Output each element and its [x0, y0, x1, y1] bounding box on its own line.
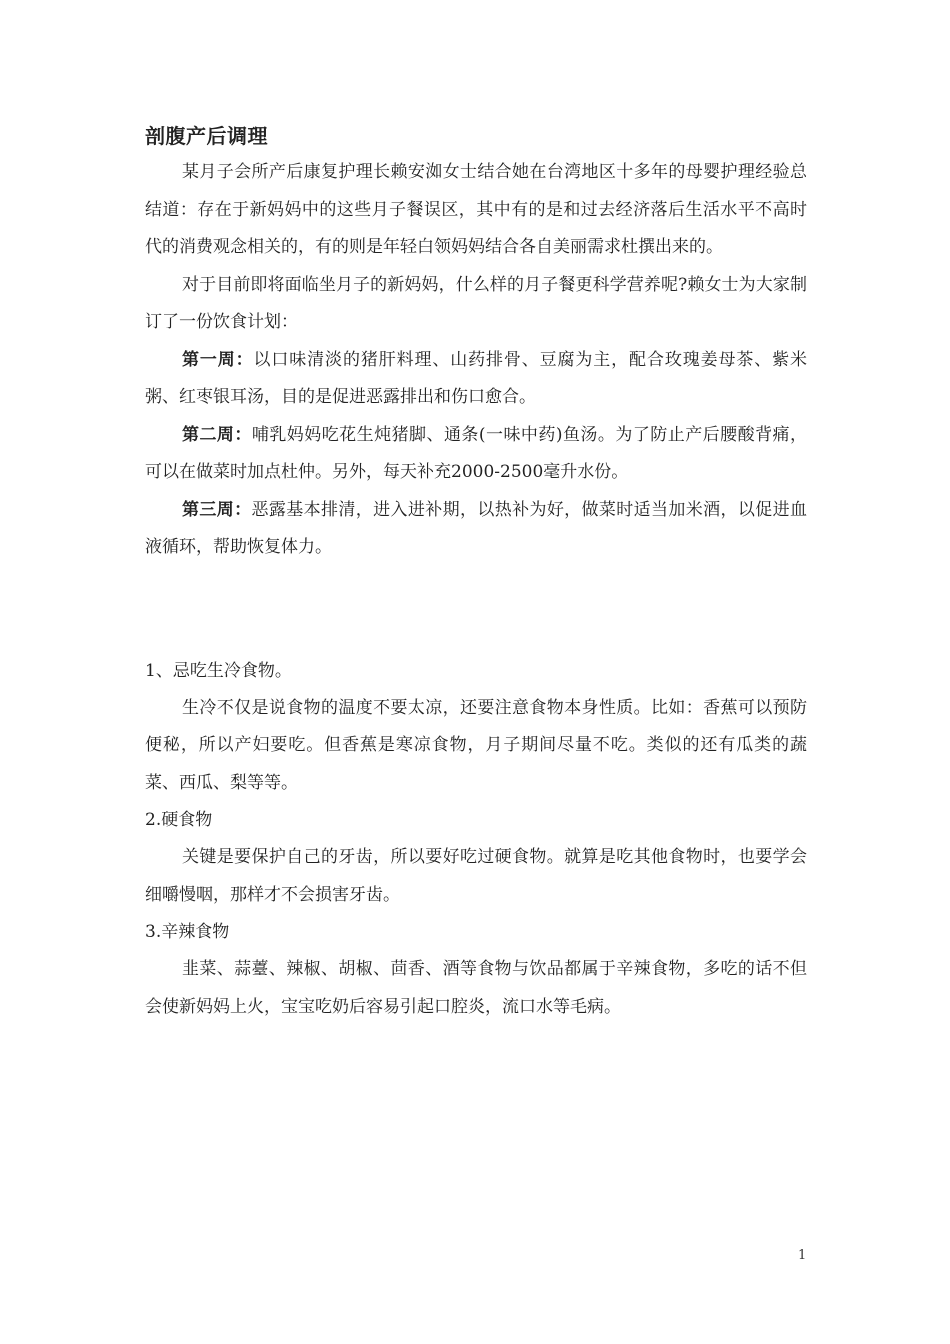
- document-body: [145, 118, 807, 1026]
- week-1-text: 以口味清淡的猪肝料理、山药排骨、豆腐为主，配合玫瑰姜母茶、紫米粥、红枣银耳汤，目的是促进恶露排出和伤口愈合。: [145, 349, 808, 407]
- week-3-text: 恶露基本排清，进入进补期，以热补为好，做菜时适当加米酒，以促进血液循环，帮助恢复体力。: [145, 499, 808, 557]
- section-2-heading: 2.硬食物: [145, 810, 213, 830]
- week-2-paragraph: [145, 417, 807, 492]
- section-3-heading: 3.辛辣食物: [145, 922, 230, 942]
- week-3-paragraph: [145, 492, 807, 567]
- week-2-label: 第二周：: [182, 424, 252, 445]
- section-1-body: 生冷不仅是说食物的温度不要太凉，还要注意食物本身性质。比如：香蕉可以预防便秘，所以产妇要吃。但香蕉是寒凉食物，月子期间尽量不吃。类似的还有瓜类的蔬菜、西瓜、梨等等。: [145, 697, 807, 793]
- plan-intro-paragraph: 对于目前即将面临坐月子的新妈妈，什么样的月子餐更科学营养呢?赖女士为大家制订了一份饮食计划：: [145, 274, 807, 332]
- week-3-label: 第三周：: [182, 499, 252, 520]
- intro-paragraph: 某月子会所产后康复护理长赖安洳女士结合她在台湾地区十多年的母婴护理经验总结道：存在于新妈妈中的这些月子餐误区，其中有的是和过去经济落后生活水平不高时代的消费观念相关的，有的则是年轻白领妈妈结合各自美丽需求杜撰出来的。: [145, 162, 807, 257]
- week-1-label: 第一周：: [182, 349, 254, 370]
- section-2-body: 关键是要保护自己的牙齿，所以要好吃过硬食物。就算是吃其他食物时，也要学会细嚼慢咽，那样才不会损害牙齿。: [145, 847, 807, 905]
- week-1-paragraph: [145, 342, 807, 417]
- section-3-body: 韭菜、蒜薹、辣椒、胡椒、茴香、酒等食物与饮品都属于辛辣食物，多吃的话不但会使新妈妈上火，宝宝吃奶后容易引起口腔炎，流口水等毛病。: [145, 959, 807, 1017]
- page-number: 1: [798, 1248, 807, 1263]
- week-2-text: 哺乳妈妈吃花生炖猪脚、通条(一味中药)鱼汤。为了防止产后腰酸背痛，可以在做菜时加点杜仲。另外，每天补充2000-2500毫升水份。: [145, 424, 807, 482]
- document-title: 剖腹产后调理: [145, 124, 268, 148]
- section-spacer: [145, 567, 807, 653]
- section-1-heading: 1、忌吃生冷食物。: [145, 660, 292, 681]
